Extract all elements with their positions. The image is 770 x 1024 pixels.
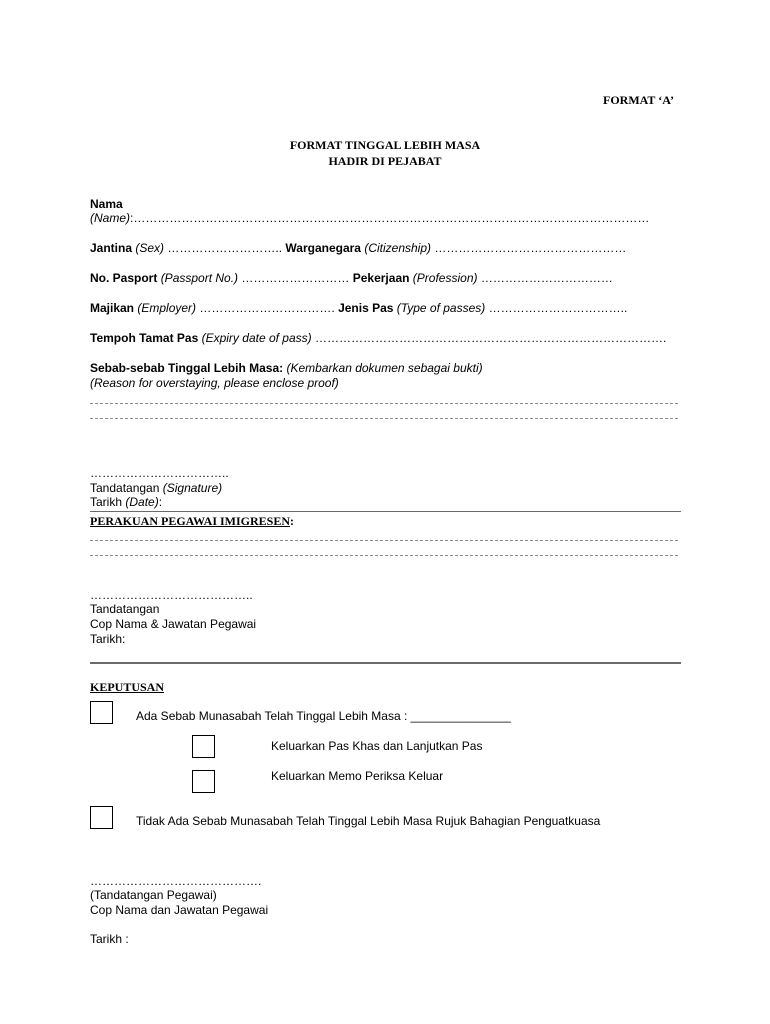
passport-sublabel: (Passport No.) [160, 271, 239, 285]
name-sublabel: (Name) [90, 211, 131, 225]
profession-sublabel: (Profession) [412, 271, 478, 285]
name-dots: :………………………………………………………………………………………………………………… [130, 211, 650, 225]
reason-heading [90, 361, 483, 375]
citizenship-field[interactable]: ………………………………………… [434, 241, 627, 255]
officer-signature-dots[interactable]: ………………………………….. [90, 588, 253, 602]
profession-field[interactable]: …………………………… [480, 271, 613, 285]
reason-sublabel: (Kembarkan dokumen sebagai bukti) [286, 361, 483, 375]
format-label: FORMAT ‘A’ [603, 93, 674, 107]
passport-label: No. Pasport [90, 271, 158, 285]
officer-stamp-label: Cop Nama & Jawatan Pegawai [90, 617, 257, 631]
name-label: Nama [90, 197, 123, 211]
issue-exit-memo-label: Keluarkan Memo Periksa Keluar [271, 769, 444, 783]
issue-special-pass-label: Keluarkan Pas Khas dan Lanjutkan Pas [271, 739, 483, 753]
section-divider-1 [90, 511, 681, 512]
final-date-label: Tarikh : [90, 932, 129, 946]
employer-sublabel: (Employer) [137, 301, 197, 315]
sex-citizenship-row [90, 241, 626, 255]
pass-type-sublabel: (Type of passes) [396, 301, 486, 315]
expiry-label: Tempoh Tamat Pas [90, 331, 199, 345]
profession-label: Pekerjaan [352, 271, 410, 285]
final-signature-dots[interactable]: ……………………………………. [90, 874, 262, 888]
page-subtitle: HADIR DI PEJABAT [328, 154, 442, 168]
applicant-signature-dots[interactable]: …………………………….. [90, 466, 229, 480]
officer-date-label: Tarikh: [90, 632, 126, 646]
option-reasonable-checkbox[interactable] [90, 701, 113, 724]
reason-line-2[interactable] [90, 418, 678, 419]
page-title: FORMAT TINGGAL LEBIH MASA [289, 138, 481, 152]
passport-profession-row [90, 271, 613, 285]
employer-label: Majikan [90, 301, 135, 315]
expiry-field[interactable]: ……………………………………………………………………………. [314, 331, 667, 345]
sex-label: Jantina [90, 241, 133, 255]
reason-label: Sebab-sebab Tinggal Lebih Masa: [90, 361, 284, 375]
pass-type-field[interactable]: …………………………….. [488, 301, 628, 315]
officer-line-2[interactable] [90, 555, 678, 556]
officer-line-1[interactable] [90, 540, 678, 541]
pass-type-label: Jenis Pas [338, 301, 394, 315]
option-reasonable-label: Ada Sebab Munasabah Telah Tinggal Lebih Masa : _______________ [136, 709, 511, 723]
reason-line-1[interactable] [90, 403, 678, 404]
officer-section-title: PERAKUAN PEGAWAI IMIGRESEN: [90, 514, 295, 528]
applicant-signature-label: Tandatangan (Signature) [90, 481, 223, 495]
final-stamp-label: Cop Nama dan Jawatan Pegawai [90, 903, 269, 917]
citizenship-sublabel: (Citizenship) [364, 241, 432, 255]
sex-sublabel: (Sex) [135, 241, 165, 255]
sex-field[interactable]: ……………………….. [167, 241, 283, 255]
option-unreasonable-label: Tidak Ada Sebab Munasabah Telah Tinggal Lebih Masa Rujuk Bahagian Penguatkuasa [136, 814, 601, 828]
final-signature-label: (Tandatangan Pegawai) [90, 888, 217, 902]
expiry-sublabel: (Expiry date of pass) [201, 331, 312, 345]
applicant-date-label: Tarikh (Date): [90, 495, 163, 509]
employer-pass-row [90, 301, 627, 315]
issue-special-pass-checkbox[interactable] [192, 735, 215, 758]
employer-field[interactable]: ……………………………. [199, 301, 335, 315]
name-field[interactable] [90, 211, 649, 225]
decision-title: KEPUTUSAN [90, 680, 165, 694]
officer-signature-label: Tandatangan [90, 602, 160, 616]
option-unreasonable-checkbox[interactable] [90, 806, 113, 829]
expiry-row [90, 331, 666, 345]
reason-sublabel-en: (Reason for overstaying, please enclose proof) [90, 376, 339, 390]
citizenship-label: Warganegara [285, 241, 361, 255]
issue-exit-memo-checkbox[interactable] [192, 770, 215, 793]
passport-field[interactable]: ……………………… [241, 271, 350, 285]
section-divider-2 [90, 662, 681, 664]
